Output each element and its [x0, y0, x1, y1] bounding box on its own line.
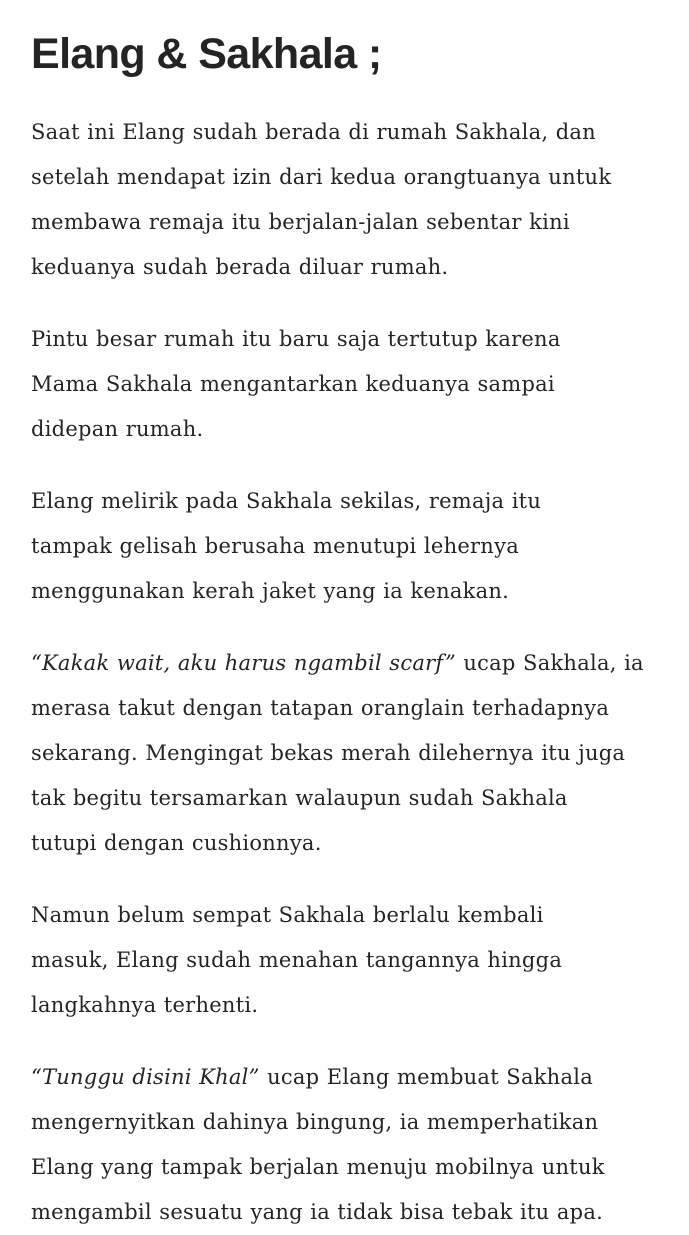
paragraph-line: Saat ini Elang sudah berada di rumah Sakhala, dan	[31, 120, 596, 144]
paragraph-line-rest: ucap Sakhala, ia	[455, 651, 644, 675]
paragraph-line: mengernyitkan dahinya bingung, ia memperhatikan	[31, 1110, 599, 1134]
paragraph-5	[31, 893, 665, 1028]
paragraph-line: menggunakan kerah jaket yang ia kenakan.	[31, 579, 510, 603]
dialogue-quote: “Tunggu disini Khal”	[31, 1065, 260, 1089]
paragraph-line-mixed	[31, 1055, 665, 1100]
paragraph-line: tutupi dengan cushionnya.	[31, 831, 322, 855]
paragraph-line: didepan rumah.	[31, 417, 204, 441]
paragraph-line: tak begitu tersamarkan walaupun sudah Sakhala	[31, 786, 568, 810]
paragraph-line: Mama Sakhala mengantarkan keduanya sampai	[31, 372, 555, 396]
paragraph-line: Elang yang tampak berjalan menuju mobilnya untuk	[31, 1155, 605, 1179]
paragraph-line: membawa remaja itu berjalan-jalan sebentar kini	[31, 210, 570, 234]
paragraph-line: Namun belum sempat Sakhala berlalu kembali	[31, 903, 544, 927]
paragraph-6	[31, 1055, 665, 1235]
paragraph-3	[31, 479, 665, 614]
paragraph-line: keduanya sudah berada diluar rumah.	[31, 255, 449, 279]
paragraph-line: merasa takut dengan tatapan oranglain terhadapnya	[31, 696, 610, 720]
paragraph-line-mixed	[31, 641, 665, 686]
article-title: Elang & Sakhala ;	[31, 30, 382, 78]
dialogue-quote: “Kakak wait, aku harus ngambil scarf”	[31, 651, 456, 675]
paragraph-line: tampak gelisah berusaha menutupi lehernya	[31, 534, 519, 558]
paragraph-line: sekarang. Mengingat bekas merah dilehernya itu juga	[31, 741, 626, 765]
paragraph-line: setelah mendapat izin dari kedua orangtuanya untuk	[31, 165, 612, 189]
paragraph-line: langkahnya terhenti.	[31, 993, 259, 1017]
paragraph-2	[31, 317, 665, 452]
paragraph-line: mengambil sesuatu yang ia tidak bisa tebak itu apa.	[31, 1200, 604, 1224]
paragraph-1	[31, 110, 665, 290]
paragraph-line: masuk, Elang sudah menahan tangannya hingga	[31, 948, 563, 972]
paragraph-line: Elang melirik pada Sakhala sekilas, remaja itu	[31, 489, 542, 513]
paragraph-line-rest: ucap Elang membuat Sakhala	[259, 1065, 593, 1089]
paragraph-4	[31, 641, 665, 866]
paragraph-line: Pintu besar rumah itu baru saja tertutup karena	[31, 327, 561, 351]
